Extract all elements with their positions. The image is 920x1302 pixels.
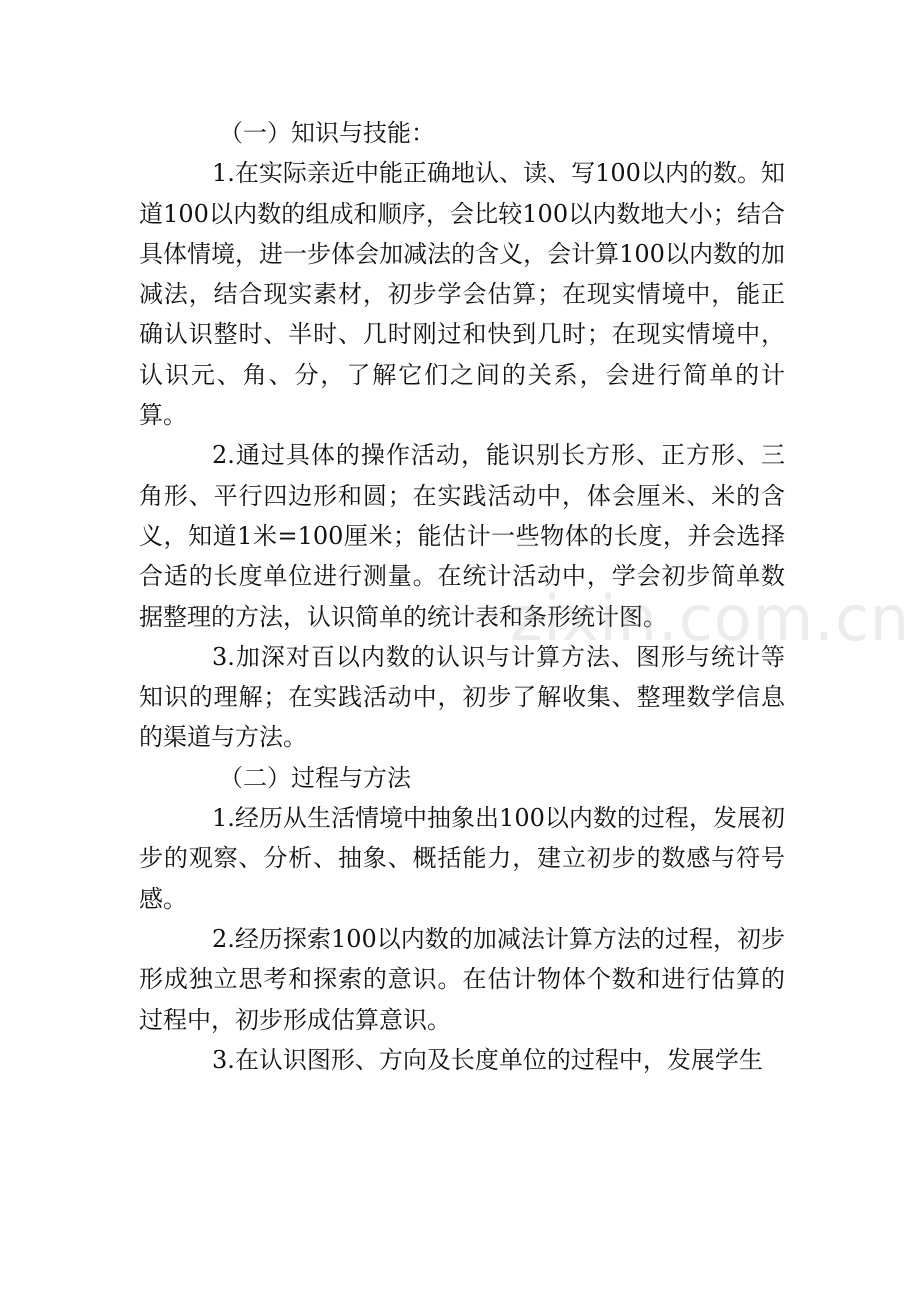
document-body	[139, 113, 785, 1080]
section-heading-knowledge-skills: （一）知识与技能：	[219, 119, 435, 147]
paragraph-4: 1.经历从生活情境中抽象出100以内数的过程，发展初步的观察、分析、抽象、概括能力，建立初步的数感与符号感。	[139, 804, 785, 913]
paragraph-1: 1.在实际亲近中能正确地认、读、写100以内的数。知道100以内数的组成和顺序，会比较100以内数地大小；结合具体情境，进一步体会加减法的含义，会计算100以内数的加减法，结合现实素材，初步学会估算；在现实情境中，能正确认识整时、半时、几时刚过和快到几时；在现实情境中，认识元、角、分，了解它们之间的关系，会进行简单的计算。	[139, 159, 785, 430]
watermark-text: zixin.com.cn	[510, 582, 911, 655]
paragraph-2: 2.通过具体的操作活动，能识别长方形、正方形、三角形、平行四边形和圆；在实践活动中，体会厘米、米的含义，知道1米=100厘米；能估计一些物体的长度，并会选择合适的长度单位进行测量。在统计活动中，学会初步简单数据整理的方法，认识简单的统计表和条形统计图。	[139, 441, 785, 631]
paragraph-3: 3.加深对百以内数的认识与计算方法、图形与统计等知识的理解；在实践活动中，初步了解收集、整理数学信息的渠道与方法。	[139, 642, 785, 752]
section-heading-process-methods: （二）过程与方法	[219, 763, 411, 792]
paragraph-6: 3.在认识图形、方向及长度单位的过程中，发展学生	[212, 1045, 763, 1074]
paragraph-5: 2.经历探索100以内数的加减法计算方法的过程，初步形成独立思考和探索的意识。在估计物体个数和进行估算的过程中，初步形成估算意识。	[139, 924, 785, 1034]
